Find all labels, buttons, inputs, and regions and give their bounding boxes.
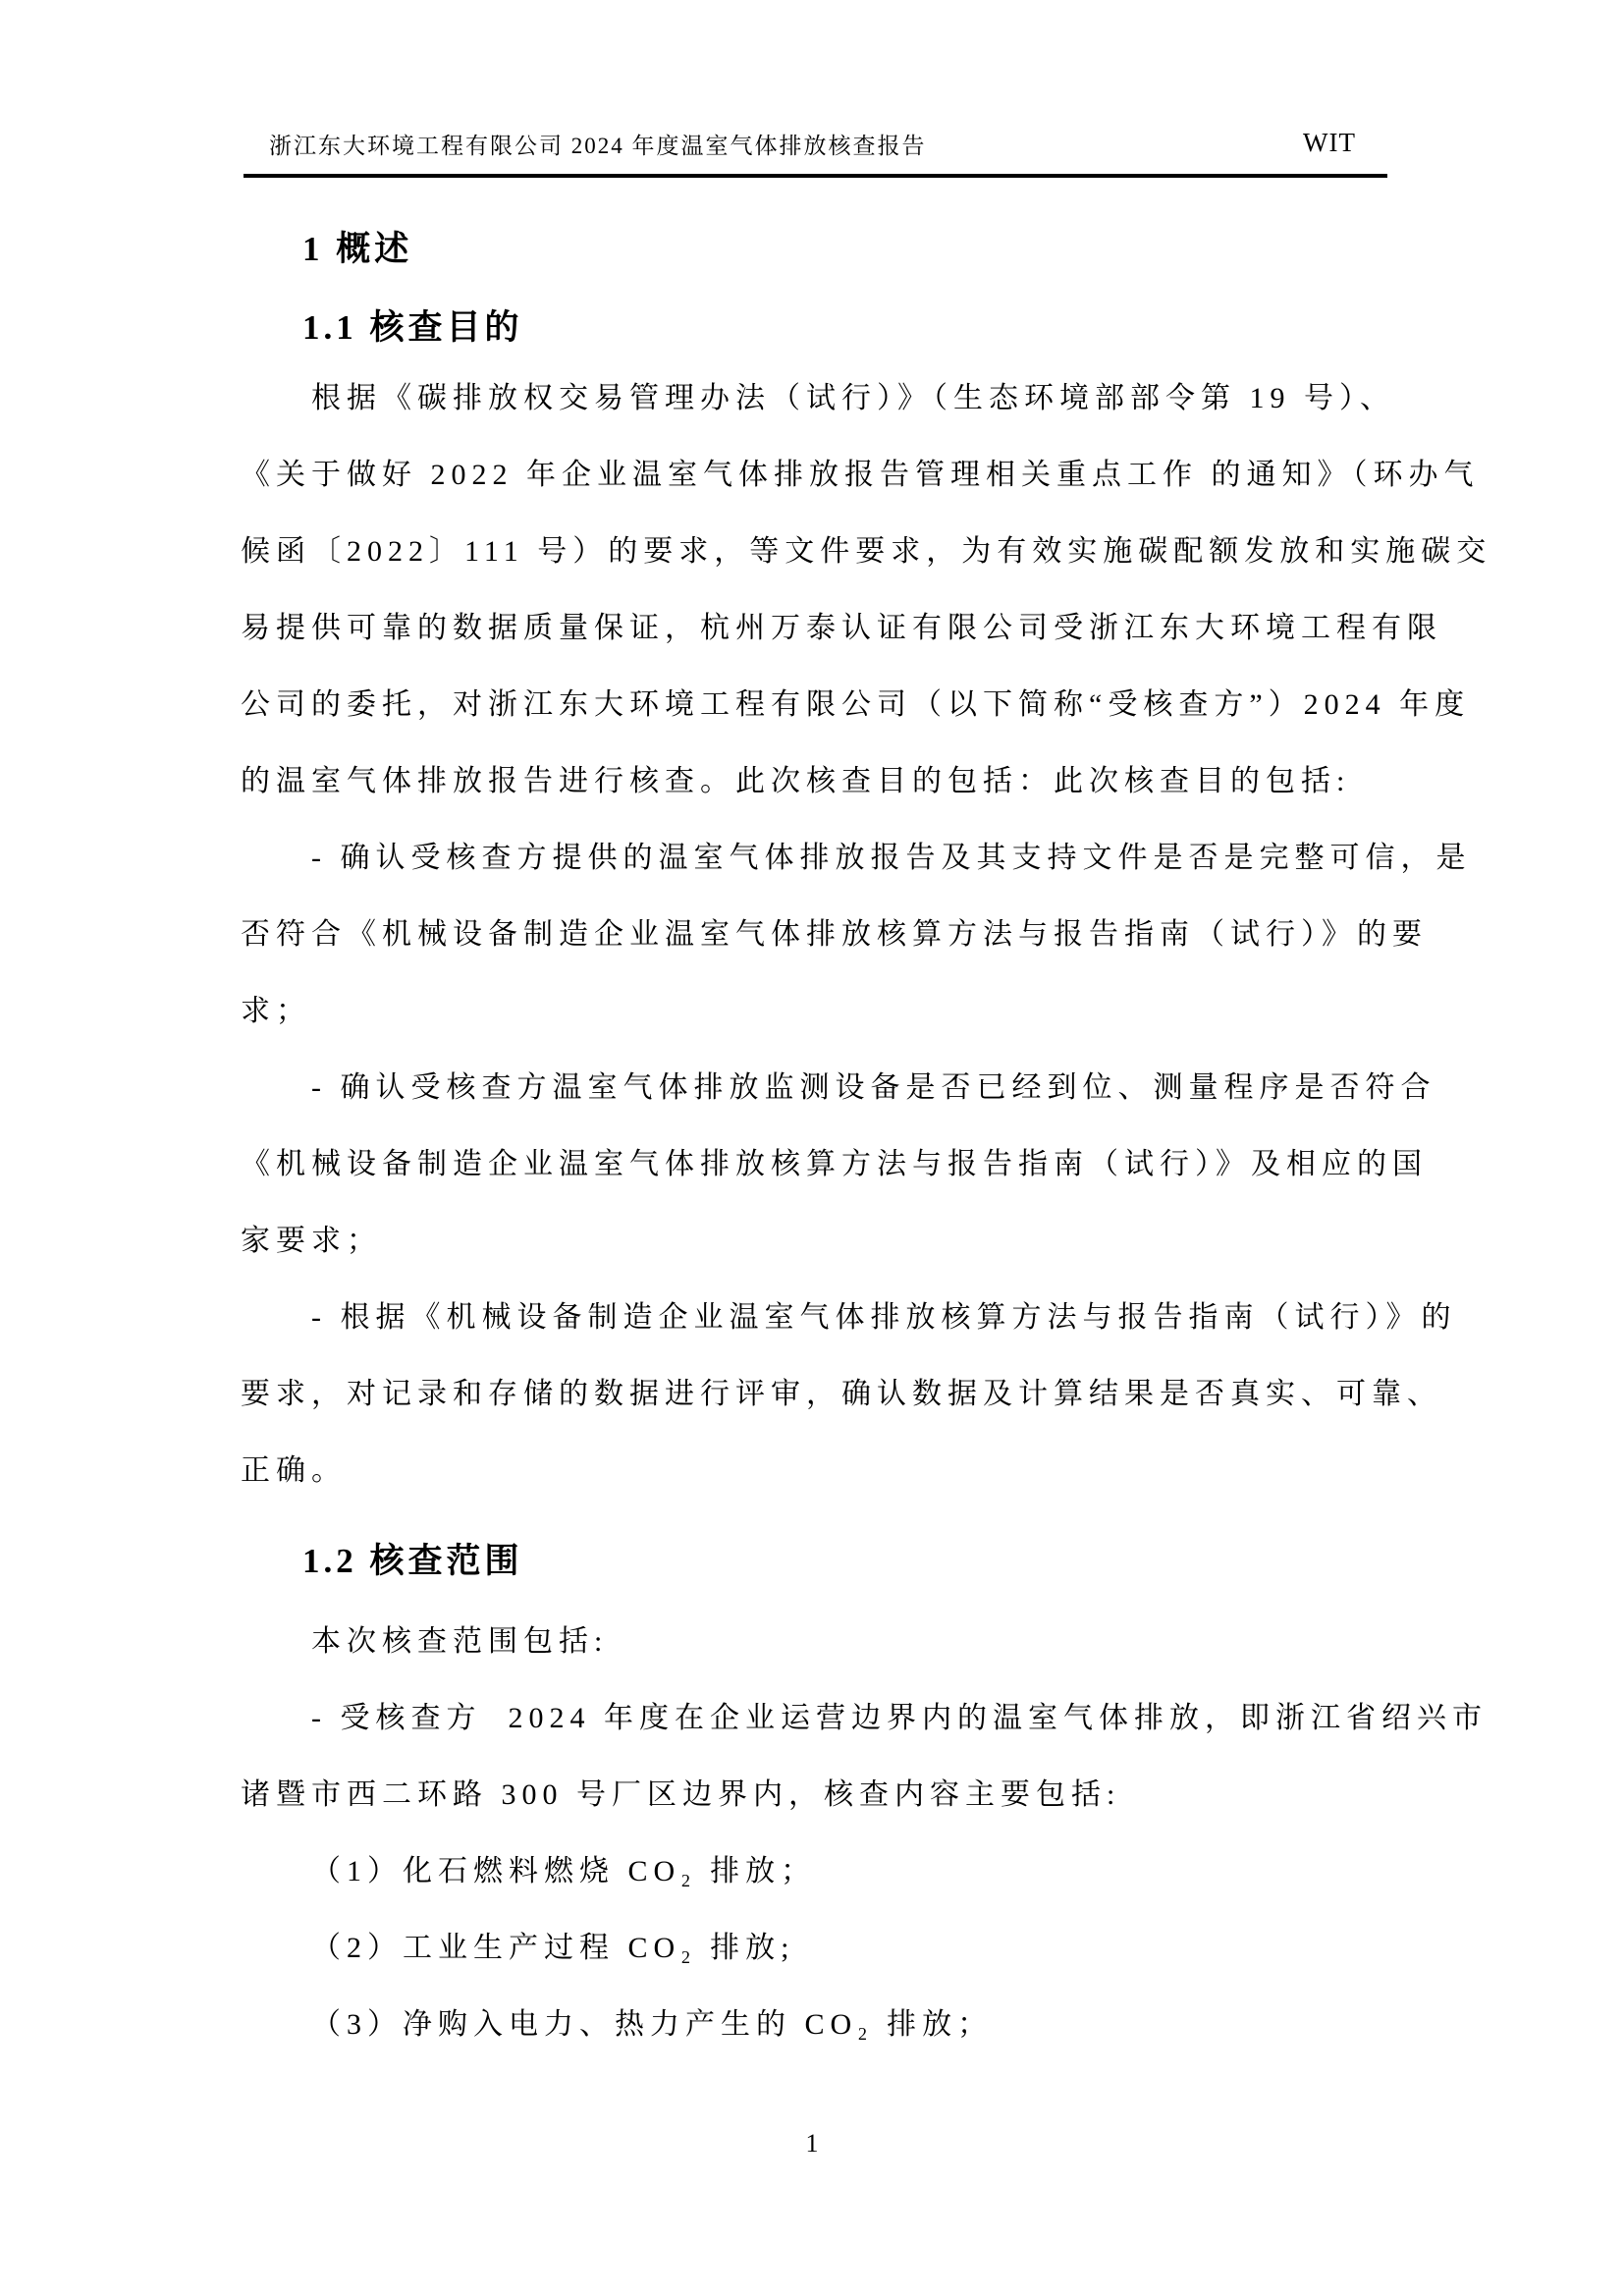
section-1-2-heading: 1.2 核查范围 (302, 1542, 523, 1580)
section-1-1-heading: 1.1 核查目的 (302, 308, 523, 347)
body-line: 候函〔2022〕111 号）的要求，等文件要求，为有效实施碳配额发放和实施碳交 (241, 535, 1492, 568)
header-title: 浙江东大环境工程有限公司 2024 年度温室气体排放核查报告 (269, 134, 927, 158)
body-line: 《关于做好 2022 年企业温室气体排放报告管理相关重点工作 的通知》（环办气 (241, 459, 1480, 491)
body-line: 本次核查范围包括: (311, 1625, 609, 1658)
section-1-heading: 1 概述 (302, 230, 413, 268)
page-number: 1 (805, 2129, 819, 2158)
body-line: 公司的委托，对浙江东大环境工程有限公司（以下简称“受核查方”）2024 年度 (241, 688, 1471, 721)
body-line: 求； (241, 995, 311, 1027)
body-line: 诸暨市西二环路 300 号厂区边界内，核查内容主要包括: (241, 1778, 1121, 1811)
body-line: - 受核查方 2024 年度在企业运营边界内的温室气体排放，即浙江省绍兴市 (311, 1702, 1488, 1734)
body-line: 《机械设备制造企业温室气体排放核算方法与报告指南（试行）》及相应的国 (241, 1148, 1428, 1180)
header-mark-wit: WIT (1303, 128, 1356, 157)
body-line: 的温室气体排放报告进行核查。此次核查目的包括：此次核查目的包括: (241, 765, 1351, 797)
body-line: 根据《碳排放权交易管理办法（试行）》（生态环境部部令第 19 号）、 (311, 382, 1395, 414)
body-line: - 确认受核查方提供的温室气体排放报告及其支持文件是否是完整可信，是 (311, 842, 1472, 874)
body-line: 正确。 (241, 1454, 347, 1487)
page-header (244, 128, 1387, 178)
body-line: 要求，对记录和存储的数据进行评审，确认数据及计算结果是否真实、可靠、 (241, 1378, 1442, 1410)
body-line: 易提供可靠的数据质量保证，杭州万泰认证有限公司受浙江东大环境工程有限 (241, 612, 1442, 644)
body-line: 家要求； (241, 1225, 382, 1257)
body-line: （3）净购入电力、热力产生的 CO₂ 排放； (311, 2008, 994, 2041)
body-line: - 根据《机械设备制造企业温室气体排放核算方法与报告指南（试行）》的 (311, 1301, 1457, 1334)
body-line: - 确认受核查方温室气体排放监测设备是否已经到位、测量程序是否符合 (311, 1071, 1436, 1104)
body-line: （2）工业生产过程 CO₂ 排放; (311, 1932, 795, 1964)
body-line: 否符合《机械设备制造企业温室气体排放核算方法与报告指南（试行）》的要 (241, 918, 1428, 951)
body-line: （1）化石燃料燃烧 CO₂ 排放； (311, 1855, 817, 1887)
